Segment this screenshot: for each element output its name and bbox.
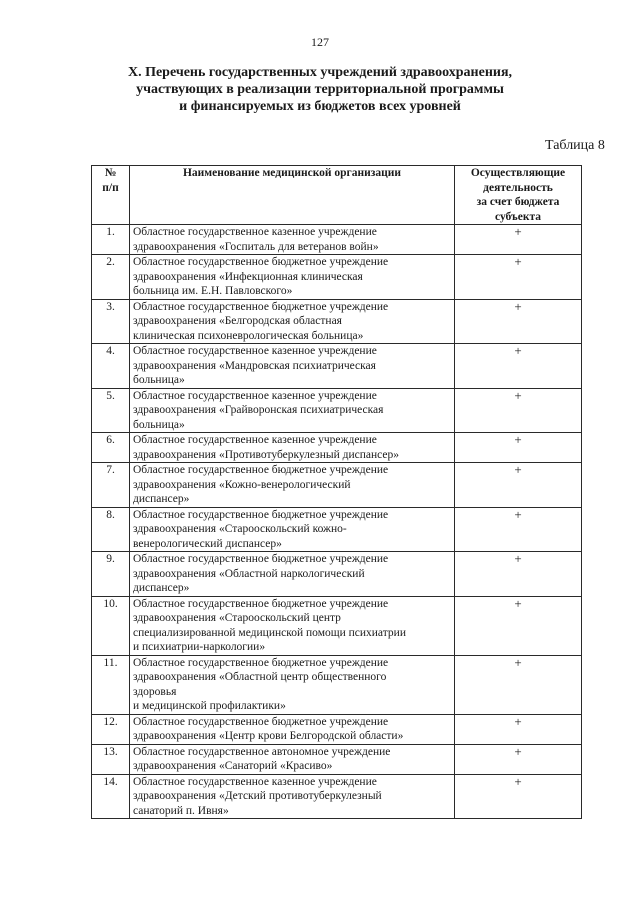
organization-name-line: Областное государственное бюджетное учреждение: [133, 715, 389, 728]
budget-funded-mark: +: [455, 299, 582, 344]
budget-funded-mark: +: [455, 774, 582, 819]
organization-name-line: специализированной медицинской помощи психиатрии: [133, 626, 406, 639]
header-budget-line: деятельность: [483, 181, 553, 194]
organization-name-line: больница»: [133, 418, 185, 431]
table-row: [92, 344, 582, 389]
table-row: [92, 225, 582, 255]
row-number: 10.: [92, 596, 130, 655]
organization-name: [130, 463, 455, 508]
row-number: 7.: [92, 463, 130, 508]
organization-name: [130, 774, 455, 819]
header-budget-line: Осуществляющие: [470, 167, 566, 179]
budget-funded-mark: +: [455, 255, 582, 300]
table-row: [92, 388, 582, 433]
organization-name: [130, 655, 455, 714]
organization-name-line: Областное государственное бюджетное учреждение: [133, 597, 389, 610]
row-number: 13.: [92, 744, 130, 774]
budget-funded-mark: +: [455, 714, 582, 744]
row-number: 1.: [92, 225, 130, 255]
organization-name-line: Областное государственное казенное учреждение: [133, 226, 377, 238]
institutions-table: [91, 165, 582, 819]
organization-name-line: здравоохранения «Грайворонская психиатрическая: [133, 404, 384, 416]
table-label: Таблица 8: [545, 138, 605, 153]
budget-funded-mark: +: [455, 744, 582, 774]
organization-name-line: санаторий п. Ивня»: [133, 804, 229, 817]
header-number-line: №: [104, 167, 117, 179]
budget-funded-mark: +: [455, 596, 582, 655]
table-header-row: [92, 166, 582, 225]
organization-name-line: здравоохранения «Кожно-венерологический: [133, 478, 351, 491]
organization-name-line: Областное государственное казенное учреждение: [133, 389, 377, 402]
budget-funded-mark: +: [455, 433, 582, 463]
header-organization-name: Наименование медицинской организации: [130, 166, 455, 225]
budget-funded-mark: +: [455, 507, 582, 552]
row-number: 4.: [92, 344, 130, 389]
organization-name-line: диспансер»: [133, 493, 190, 505]
organization-name-line: здравоохранения «Противотуберкулезный диспансер»: [133, 448, 399, 461]
organization-name-line: здравоохранения «Санаторий «Красиво»: [133, 760, 333, 772]
organization-name: [130, 596, 455, 655]
organization-name-line: Областное государственное автономное учреждение: [133, 745, 391, 758]
organization-name-line: Областное государственное бюджетное учреждение: [133, 656, 389, 669]
table-row: [92, 655, 582, 714]
organization-name-line: здравоохранения «Детский противотуберкулезный: [133, 790, 382, 802]
organization-name-line: и психиатрии-наркологии»: [133, 641, 266, 653]
organization-name: [130, 388, 455, 433]
organization-name-line: здравоохранения «Центр крови Белгородской области»: [133, 730, 404, 742]
budget-funded-mark: +: [455, 655, 582, 714]
organization-name: [130, 344, 455, 389]
page-number: 127: [311, 35, 329, 49]
organization-name-line: здравоохранения «Госпиталь для ветеранов войн»: [133, 240, 379, 253]
budget-funded-mark: +: [455, 388, 582, 433]
organization-name-line: и медицинской профилактики»: [133, 700, 286, 712]
organization-name-line: Областное государственное бюджетное учреждение: [133, 553, 389, 565]
organization-name: [130, 433, 455, 463]
organization-name-line: здравоохранения «Белгородская областная: [133, 315, 342, 327]
organization-name-line: клиническая психоневрологическая больница»: [133, 329, 364, 342]
budget-funded-mark: +: [455, 225, 582, 255]
table-row: [92, 596, 582, 655]
organization-name-line: больница»: [133, 374, 185, 386]
organization-name-line: здравоохранения «Областной центр общественного: [133, 671, 387, 683]
row-number: 6.: [92, 433, 130, 463]
organization-name-line: Областное государственное бюджетное учреждение: [133, 256, 389, 268]
row-number: 8.: [92, 507, 130, 552]
organization-name-line: диспансер»: [133, 582, 190, 594]
row-number: 2.: [92, 255, 130, 300]
organization-name-line: Областное государственное казенное учреждение: [133, 345, 377, 357]
budget-funded-mark: +: [455, 552, 582, 597]
organization-name-line: здравоохранения «Областной наркологический: [133, 567, 365, 580]
table-row: [92, 744, 582, 774]
header-number: [92, 166, 130, 225]
table-row: [92, 774, 582, 819]
table-row: [92, 433, 582, 463]
organization-name-line: здоровья: [133, 685, 177, 698]
header-number-line: п/п: [102, 181, 119, 194]
organization-name-line: здравоохранения «Инфекционная клиническая: [133, 270, 363, 283]
organization-name: [130, 714, 455, 744]
organization-name: [130, 552, 455, 597]
row-number: 12.: [92, 714, 130, 744]
section-title-line-1: X. Перечень государственных учреждений здравоохранения,: [127, 65, 513, 80]
budget-funded-mark: +: [455, 344, 582, 389]
table-row: [92, 507, 582, 552]
organization-name-line: здравоохранения «Мандровская психиатрическая: [133, 359, 376, 372]
table-row: [92, 463, 582, 508]
organization-name: [130, 225, 455, 255]
organization-name-line: Областное государственное казенное учреждение: [133, 775, 377, 788]
row-number: 5.: [92, 388, 130, 433]
organization-name: [130, 299, 455, 344]
row-number: 11.: [92, 655, 130, 714]
row-number: 9.: [92, 552, 130, 597]
organization-name-line: здравоохранения «Старооскольский кожно-: [133, 523, 347, 535]
section-title: [0, 64, 640, 115]
row-number: 3.: [92, 299, 130, 344]
section-title-line-2: участвующих в реализации территориальной программы: [136, 82, 504, 97]
row-number: 14.: [92, 774, 130, 819]
organization-name-line: Областное государственное казенное учреждение: [133, 434, 377, 446]
table-row: [92, 299, 582, 344]
budget-funded-mark: +: [455, 463, 582, 508]
organization-name-line: Областное государственное бюджетное учреждение: [133, 300, 389, 313]
table-body: [92, 225, 582, 819]
organization-name-line: Областное государственное бюджетное учреждение: [133, 464, 389, 476]
organization-name: [130, 255, 455, 300]
organization-name: [130, 507, 455, 552]
section-title-line-3: и финансируемых из бюджетов всех уровней: [179, 99, 461, 114]
table-row: [92, 552, 582, 597]
organization-name-line: больница им. Е.Н. Павловского»: [133, 285, 293, 297]
header-budget-line: за счет бюджета: [476, 196, 560, 208]
header-budget-line: субъекта: [495, 210, 541, 223]
organization-name-line: здравоохранения «Старооскольский центр: [133, 612, 341, 624]
table-row: [92, 714, 582, 744]
header-budget-funded: [455, 166, 582, 225]
organization-name: [130, 744, 455, 774]
table-row: [92, 255, 582, 300]
organization-name-line: Областное государственное бюджетное учреждение: [133, 508, 389, 521]
organization-name-line: венерологический диспансер»: [133, 537, 282, 550]
